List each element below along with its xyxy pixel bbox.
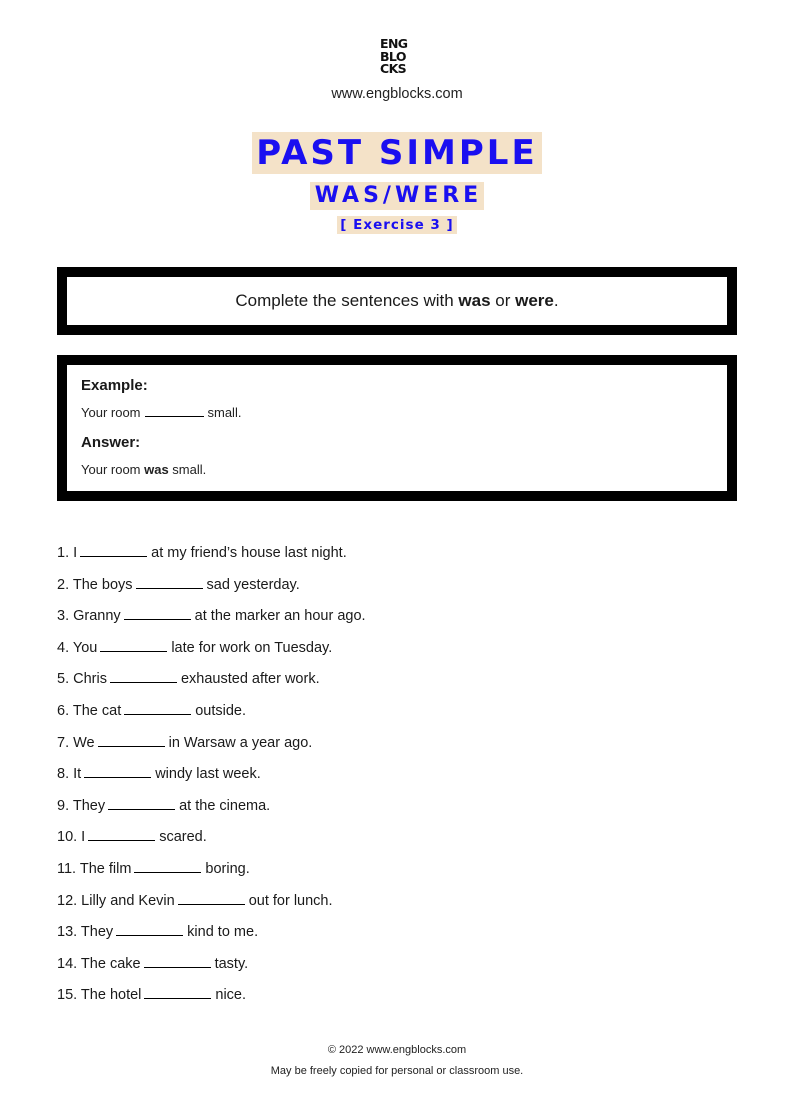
answer-blank[interactable] — [100, 650, 167, 652]
question-item: 11. The film boring. — [57, 860, 250, 877]
question-item: 4. You late for work on Tuesday. — [57, 639, 333, 656]
engblocks-logo — [380, 38, 414, 76]
instruction-word-were: were — [515, 291, 554, 310]
answer-sentence: Your room was small. — [81, 462, 207, 477]
page-subtitle: WAS/WERE — [310, 182, 484, 210]
answer-blank[interactable] — [116, 934, 183, 936]
question-item: 6. The cat outside. — [57, 702, 247, 719]
answer-blank[interactable] — [88, 839, 155, 841]
example-sentence: Your room small. — [81, 405, 242, 420]
page-title: PAST SIMPLE — [252, 132, 541, 174]
example-blank — [145, 415, 204, 417]
question-item: 1. I at my friend’s house last night. — [57, 545, 347, 561]
answer-blank[interactable] — [98, 745, 165, 747]
answer-blank[interactable] — [108, 808, 175, 810]
answer-blank[interactable] — [84, 776, 151, 778]
question-item: 2. The boys sad yesterday. — [57, 576, 300, 593]
question-item: 3. Granny at the marker an hour ago. — [57, 608, 366, 625]
example-heading: Example: — [81, 377, 148, 394]
question-item: 14. The cake tasty. — [57, 955, 249, 972]
instruction-word-was: was — [458, 291, 491, 310]
logo-line-2: BLO — [380, 48, 406, 64]
answer-blank[interactable] — [124, 713, 191, 715]
answer-word: was — [144, 462, 169, 477]
answer-blank[interactable] — [134, 871, 201, 873]
answer-blank[interactable] — [136, 587, 203, 589]
question-item: 12. Lilly and Kevin out for lunch. — [57, 892, 333, 909]
answer-blank[interactable] — [124, 618, 191, 620]
instruction-box — [57, 267, 737, 335]
question-item: 15. The hotel nice. — [57, 987, 247, 1004]
example-box — [57, 355, 737, 501]
answer-blank[interactable] — [144, 966, 211, 968]
instruction-text: Complete the sentences with was or were. — [235, 291, 559, 310]
answer-blank[interactable] — [110, 681, 177, 683]
footer-copyright: © 2022 www.engblocks.com — [327, 1044, 467, 1056]
answer-heading: Answer: — [81, 434, 141, 451]
question-list — [57, 538, 366, 1012]
question-item: 5. Chris exhausted after work. — [57, 671, 320, 688]
exercise-label: [ Exercise 3 ] — [337, 216, 456, 234]
question-item: 10. I scared. — [57, 829, 207, 846]
answer-blank[interactable] — [178, 903, 245, 905]
question-item: 9. They at the cinema. — [57, 797, 271, 814]
logo-line-1: ENG — [380, 36, 408, 51]
answer-blank[interactable] — [80, 555, 147, 557]
footer-note: May be freely copied for personal or classroom use. — [270, 1065, 524, 1077]
logo-line-3: CKS — [380, 61, 407, 76]
question-item: 13. They kind to me. — [57, 924, 259, 941]
question-item: 8. It windy last week. — [57, 766, 261, 783]
answer-blank[interactable] — [144, 997, 211, 999]
site-url[interactable]: www.engblocks.com — [331, 86, 463, 102]
question-item: 7. We in Warsaw a year ago. — [57, 734, 313, 751]
